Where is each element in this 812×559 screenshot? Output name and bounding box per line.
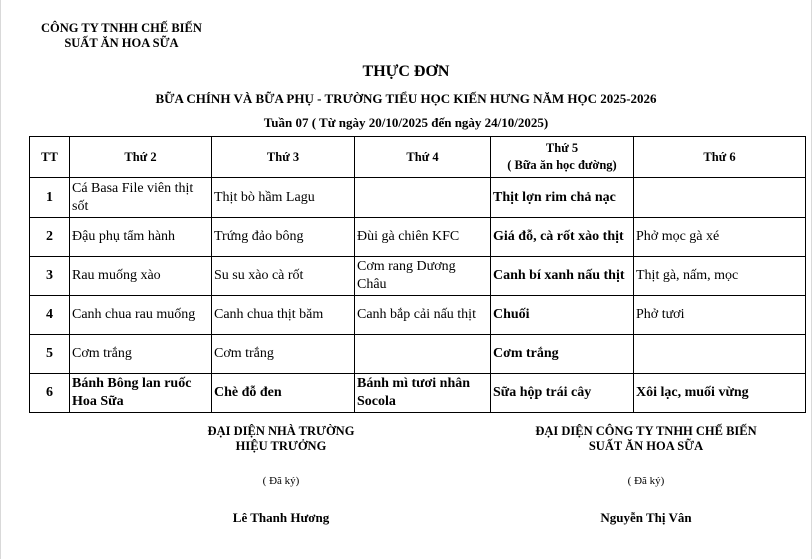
menu-cell: Canh bí xanh nấu thịt xyxy=(491,257,634,296)
company-signature-block xyxy=(501,424,791,454)
row-number: 2 xyxy=(30,218,70,257)
company-signed-note: ( Đã ký) xyxy=(627,475,665,487)
menu-cell: Thịt bò hầm Lagu xyxy=(212,178,355,218)
menu-cell: Cơm rang Dương Châu xyxy=(355,257,491,296)
row-number: 5 xyxy=(30,335,70,374)
menu-cell: Giá đỗ, cà rốt xào thịt xyxy=(491,218,634,257)
menu-cell xyxy=(355,178,491,218)
menu-cell xyxy=(355,335,491,374)
row-number: 4 xyxy=(30,296,70,335)
header-thu-3: Thứ 3 xyxy=(212,137,355,178)
document-title: THỰC ĐƠN xyxy=(362,63,450,80)
menu-cell: Đậu phụ tẩm hành xyxy=(70,218,212,257)
menu-cell: Trứng đảo bông xyxy=(212,218,355,257)
row-number: 1 xyxy=(30,178,70,218)
menu-cell xyxy=(634,335,806,374)
menu-cell: Sữa hộp trái cây xyxy=(491,374,634,413)
menu-cell: Bánh mì tươi nhân Socola xyxy=(355,374,491,413)
school-signature-role: HIỆU TRƯỞNG xyxy=(235,439,327,453)
school-signature-block xyxy=(161,424,401,454)
header-thu-6: Thứ 6 xyxy=(634,137,806,178)
menu-cell: Chuối xyxy=(491,296,634,335)
header-thu-5-label: Thứ 5 xyxy=(545,141,579,155)
menu-cell: Phở mọc gà xé xyxy=(634,218,806,257)
menu-cell: Phở tươi xyxy=(634,296,806,335)
header-thu-5 xyxy=(491,137,634,178)
menu-cell xyxy=(634,178,806,218)
table-header-row xyxy=(30,137,806,178)
table-row xyxy=(30,178,806,218)
school-signer-name: Lê Thanh Hương xyxy=(232,510,330,525)
menu-cell: Rau muống xào xyxy=(70,257,212,296)
document-subtitle: BỮA CHÍNH VÀ BỮA PHỤ - TRƯỜNG TIỂU HỌC KIẾN HƯNG NĂM HỌC 2025-2026 xyxy=(155,91,657,106)
menu-cell: Thịt lợn rim chả nạc xyxy=(491,178,634,218)
menu-cell: Canh bắp cải nấu thịt xyxy=(355,296,491,335)
header-thu-5-note: ( Bữa ăn học đường) xyxy=(507,158,617,172)
table-row xyxy=(30,335,806,374)
menu-cell: Chè đỗ đen xyxy=(212,374,355,413)
menu-cell: Đùi gà chiên KFC xyxy=(355,218,491,257)
menu-cell: Bánh Bông lan ruốc Hoa Sữa xyxy=(70,374,212,413)
header-thu-4: Thứ 4 xyxy=(355,137,491,178)
week-range: Tuần 07 ( Từ ngày 20/10/2025 đến ngày 24/10/2025) xyxy=(263,115,549,130)
company-signature-role: SUẤT ĂN HOA SỮA xyxy=(588,439,704,453)
company-signer-name: Nguyễn Thị Vân xyxy=(600,510,692,525)
menu-cell: Canh chua rau muống xyxy=(70,296,212,335)
school-signature-title: ĐẠI DIỆN NHÀ TRƯỜNG xyxy=(207,424,355,438)
menu-cell: Cơm trắng xyxy=(212,335,355,374)
table-row xyxy=(30,374,806,413)
menu-cell: Cá Basa File viên thịt sốt xyxy=(70,178,212,218)
company-line-1: CÔNG TY TNHH CHẾ BIẾN xyxy=(41,21,202,35)
menu-cell: Thịt gà, nấm, mọc xyxy=(634,257,806,296)
company-line-2: SUẤT ĂN HOA SỮA xyxy=(64,36,179,50)
table-row xyxy=(30,296,806,335)
menu-cell: Cơm trắng xyxy=(491,335,634,374)
row-number: 3 xyxy=(30,257,70,296)
company-name xyxy=(41,21,202,51)
table-row xyxy=(30,218,806,257)
header-thu-2: Thứ 2 xyxy=(70,137,212,178)
menu-table xyxy=(29,136,806,413)
menu-cell: Su su xào cà rốt xyxy=(212,257,355,296)
menu-cell: Cơm trắng xyxy=(70,335,212,374)
row-number: 6 xyxy=(30,374,70,413)
school-signed-note: ( Đã ký) xyxy=(262,475,300,487)
menu-cell: Canh chua thịt băm xyxy=(212,296,355,335)
company-signature-title: ĐẠI DIỆN CÔNG TY TNHH CHẾ BIẾN xyxy=(535,424,757,438)
menu-cell: Xôi lạc, muối vừng xyxy=(634,374,806,413)
header-tt: TT xyxy=(30,137,70,178)
table-row xyxy=(30,257,806,296)
